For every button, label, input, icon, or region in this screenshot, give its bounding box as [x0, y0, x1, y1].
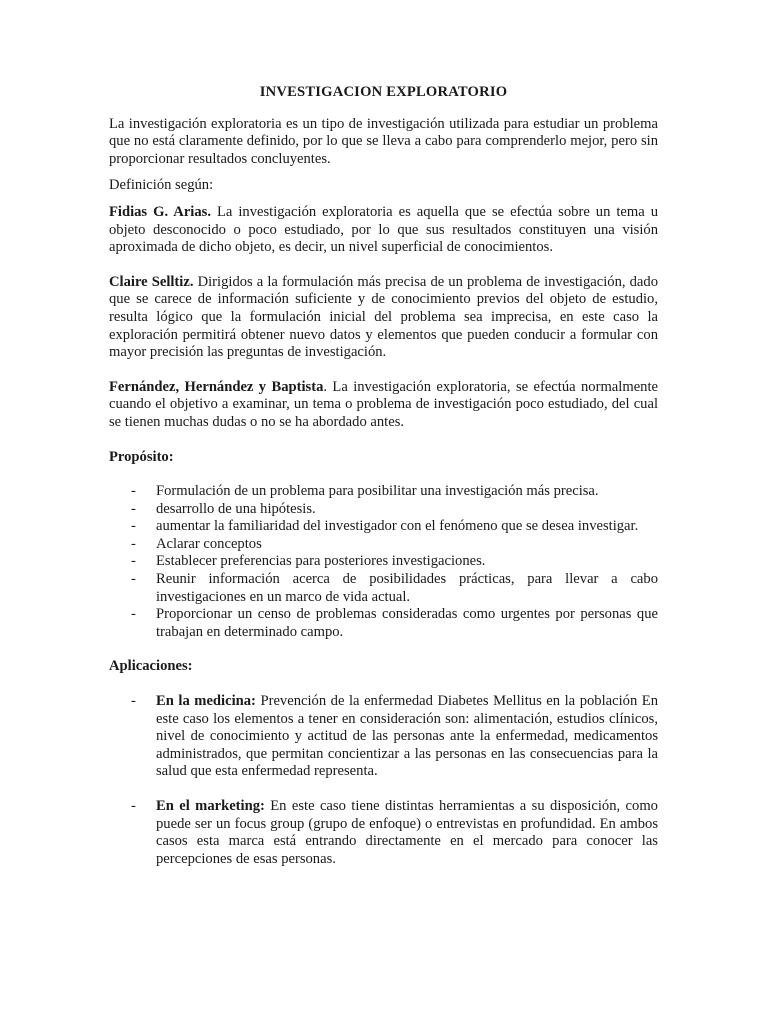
list-item [109, 571, 658, 606]
list-item [109, 483, 658, 501]
proposito-heading: Propósito: [109, 448, 174, 465]
list-item [109, 518, 658, 536]
list-item-text: desarrollo de una hipótesis. [156, 500, 316, 517]
proposito-list [109, 483, 658, 641]
document-page [109, 84, 658, 885]
list-item [109, 536, 658, 554]
author-name: Fernández, Hernández y Baptista [109, 378, 324, 395]
list-item-text: Formulación de un problema para posibilitar una investigación más precisa. [156, 483, 599, 500]
list-item [109, 501, 658, 519]
list-item-text: Aclarar conceptos [156, 535, 262, 552]
list-item [109, 798, 658, 868]
definition-text: La investigación exploratoria es aquella que se efectúa sobre un tema u objeto desconocido o poco estudiado, por lo que sus resultados constituyen una visión aproximada de dicho objeto, es decir, un nivel superficial de conocimientos. [109, 203, 658, 256]
dash-bullet: - [131, 483, 136, 500]
application-text: En este caso tiene distintas herramientas a su disposición, como puede ser un focus group (grupo de enfoque) o entrevistas en profundidad. En ambos casos esta marca está entrando directamente en el mercado para conocer las percepciones de esas personas. [156, 798, 658, 867]
aplicaciones-list [109, 693, 658, 868]
dash-bullet: - [131, 606, 136, 623]
definition-selltiz [109, 274, 658, 362]
author-name: Claire Selltiz. [109, 273, 194, 290]
document-title: INVESTIGACION EXPLORATORIO [259, 84, 508, 100]
definition-text: Dirigidos a la formulación más precisa de un problema de investigación, dado que se carece de información suficiente y de conocimiento previos del objeto de estudio, resulta lógico que la formulación inicial del problema sea imprecisa, en este caso la exploración permitirá obtener nuevo datos y elementos que pueden conducir a formular con mayor precisión las preguntas de investigación. [109, 273, 658, 361]
dash-bullet: - [131, 500, 136, 517]
list-item-text: aumentar la familiaridad del investigador con el fenómeno que se desea investigar. [156, 518, 639, 535]
list-item [109, 693, 658, 781]
list-item-text: Establecer preferencias para posteriores investigaciones. [156, 553, 486, 570]
intro-paragraph: La investigación exploratoria es un tipo de investigación utilizada para estudiar un problema que no está claramente definido, por lo que se lleva a cabo para comprenderlo mejor, pero sin proporcionar resultados concluyentes. [109, 115, 658, 167]
list-item-text: Proporcionar un censo de problemas consideradas como urgentes por personas que trabajan en determinado campo. [156, 606, 658, 640]
list-item-text: Reunir información acerca de posibilidades prácticas, para llevar a cabo investigaciones en un marco de vida actual. [156, 571, 658, 605]
dash-bullet: - [131, 535, 136, 552]
dash-bullet: - [131, 693, 136, 710]
application-text: Prevención de la enfermedad Diabetes Mellitus en la población En este caso los elementos a tener en consideración son: alimentación, estudios clínicos, nivel de conocimiento y actitud de las personas ante la enfermedad, medicamentos administrados, que permitan concientizar a las personas en las consecuencias para la salud que esta enfermedad representa. [156, 693, 659, 780]
list-item [109, 606, 658, 641]
definition-label: Definición según: [109, 177, 214, 194]
definition-fernandez [109, 379, 658, 432]
dash-bullet: - [131, 571, 136, 588]
aplicaciones-heading: Aplicaciones: [109, 658, 193, 675]
dash-bullet: - [131, 798, 136, 814]
dash-bullet: - [131, 553, 136, 570]
application-label: En el marketing: [156, 798, 265, 814]
list-item [109, 553, 658, 571]
definition-text: . La investigación exploratoria, se efectúa normalmente cuando el objetivo a examinar, un tema o problema de investigación poco estudiado, del cual se tienen muchas dudas o no se ha abordado antes. [109, 378, 658, 430]
application-label: En la medicina: [156, 693, 256, 710]
author-name: Fidias G. Arias. [109, 203, 211, 220]
definition-arias [109, 204, 658, 257]
dash-bullet: - [131, 518, 136, 535]
